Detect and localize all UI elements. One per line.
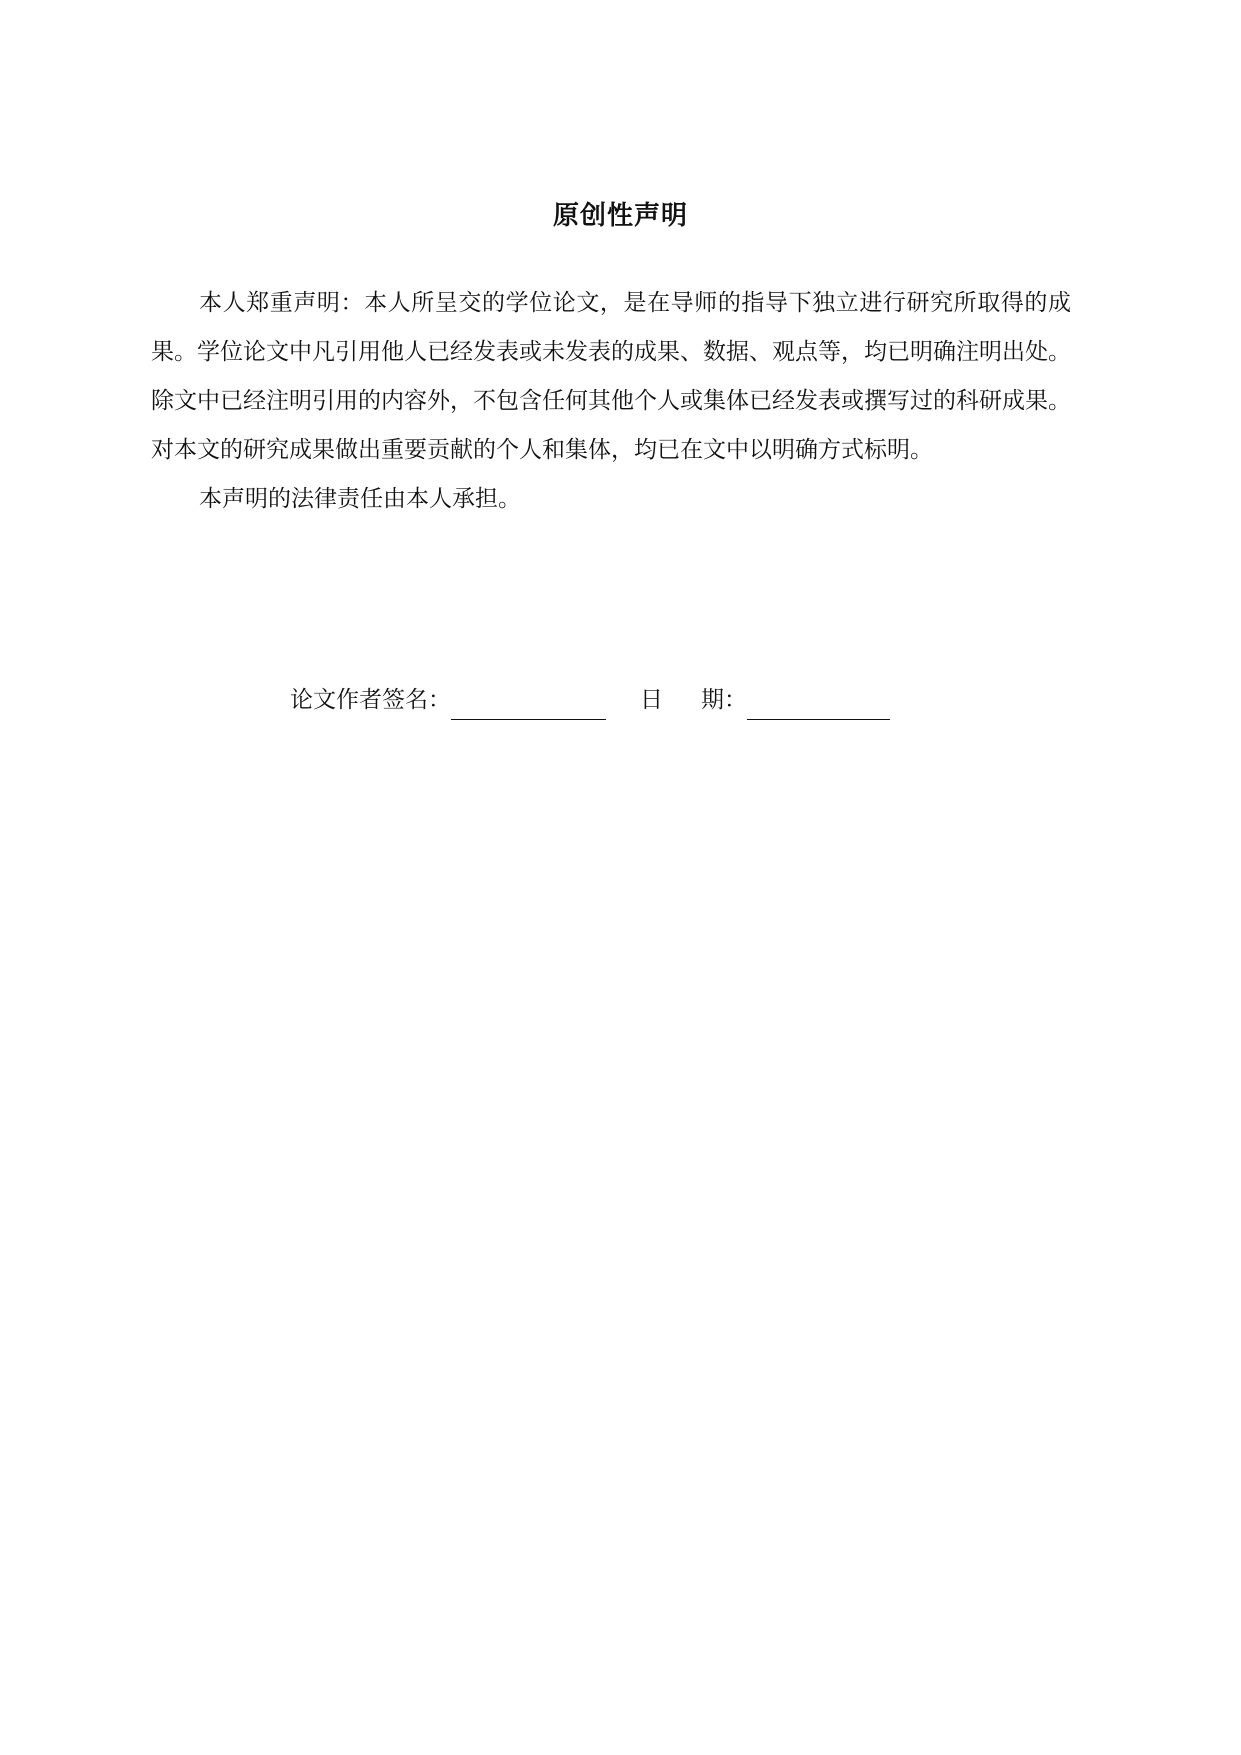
liability-paragraph: 本声明的法律责任由本人承担。 xyxy=(199,486,521,512)
declaration-body xyxy=(151,279,1071,524)
signature-row xyxy=(290,680,1030,720)
page-title: 原创性声明 xyxy=(552,201,688,231)
date-label-second: 期： xyxy=(701,687,747,713)
signature-label: 论文作者签名： xyxy=(290,687,451,713)
date-blank[interactable] xyxy=(747,689,890,720)
signature-blank[interactable] xyxy=(451,689,606,720)
declaration-paragraph: 本人郑重声明：本人所呈交的学位论文，是在导师的指导下独立进行研究所取得的成果。学位论文中凡引用他人已经发表或未发表的成果、数据、观点等，均已明确注明出处。除文中已经注明引用的内容外，不包含任何其他个人或集体已经发表或撰写过的科研成果。对本文的研究成果做出重要贡献的个人和集体，均已在文中以明确方式标明。 xyxy=(151,290,1071,463)
date-label-first: 日 xyxy=(640,687,663,713)
